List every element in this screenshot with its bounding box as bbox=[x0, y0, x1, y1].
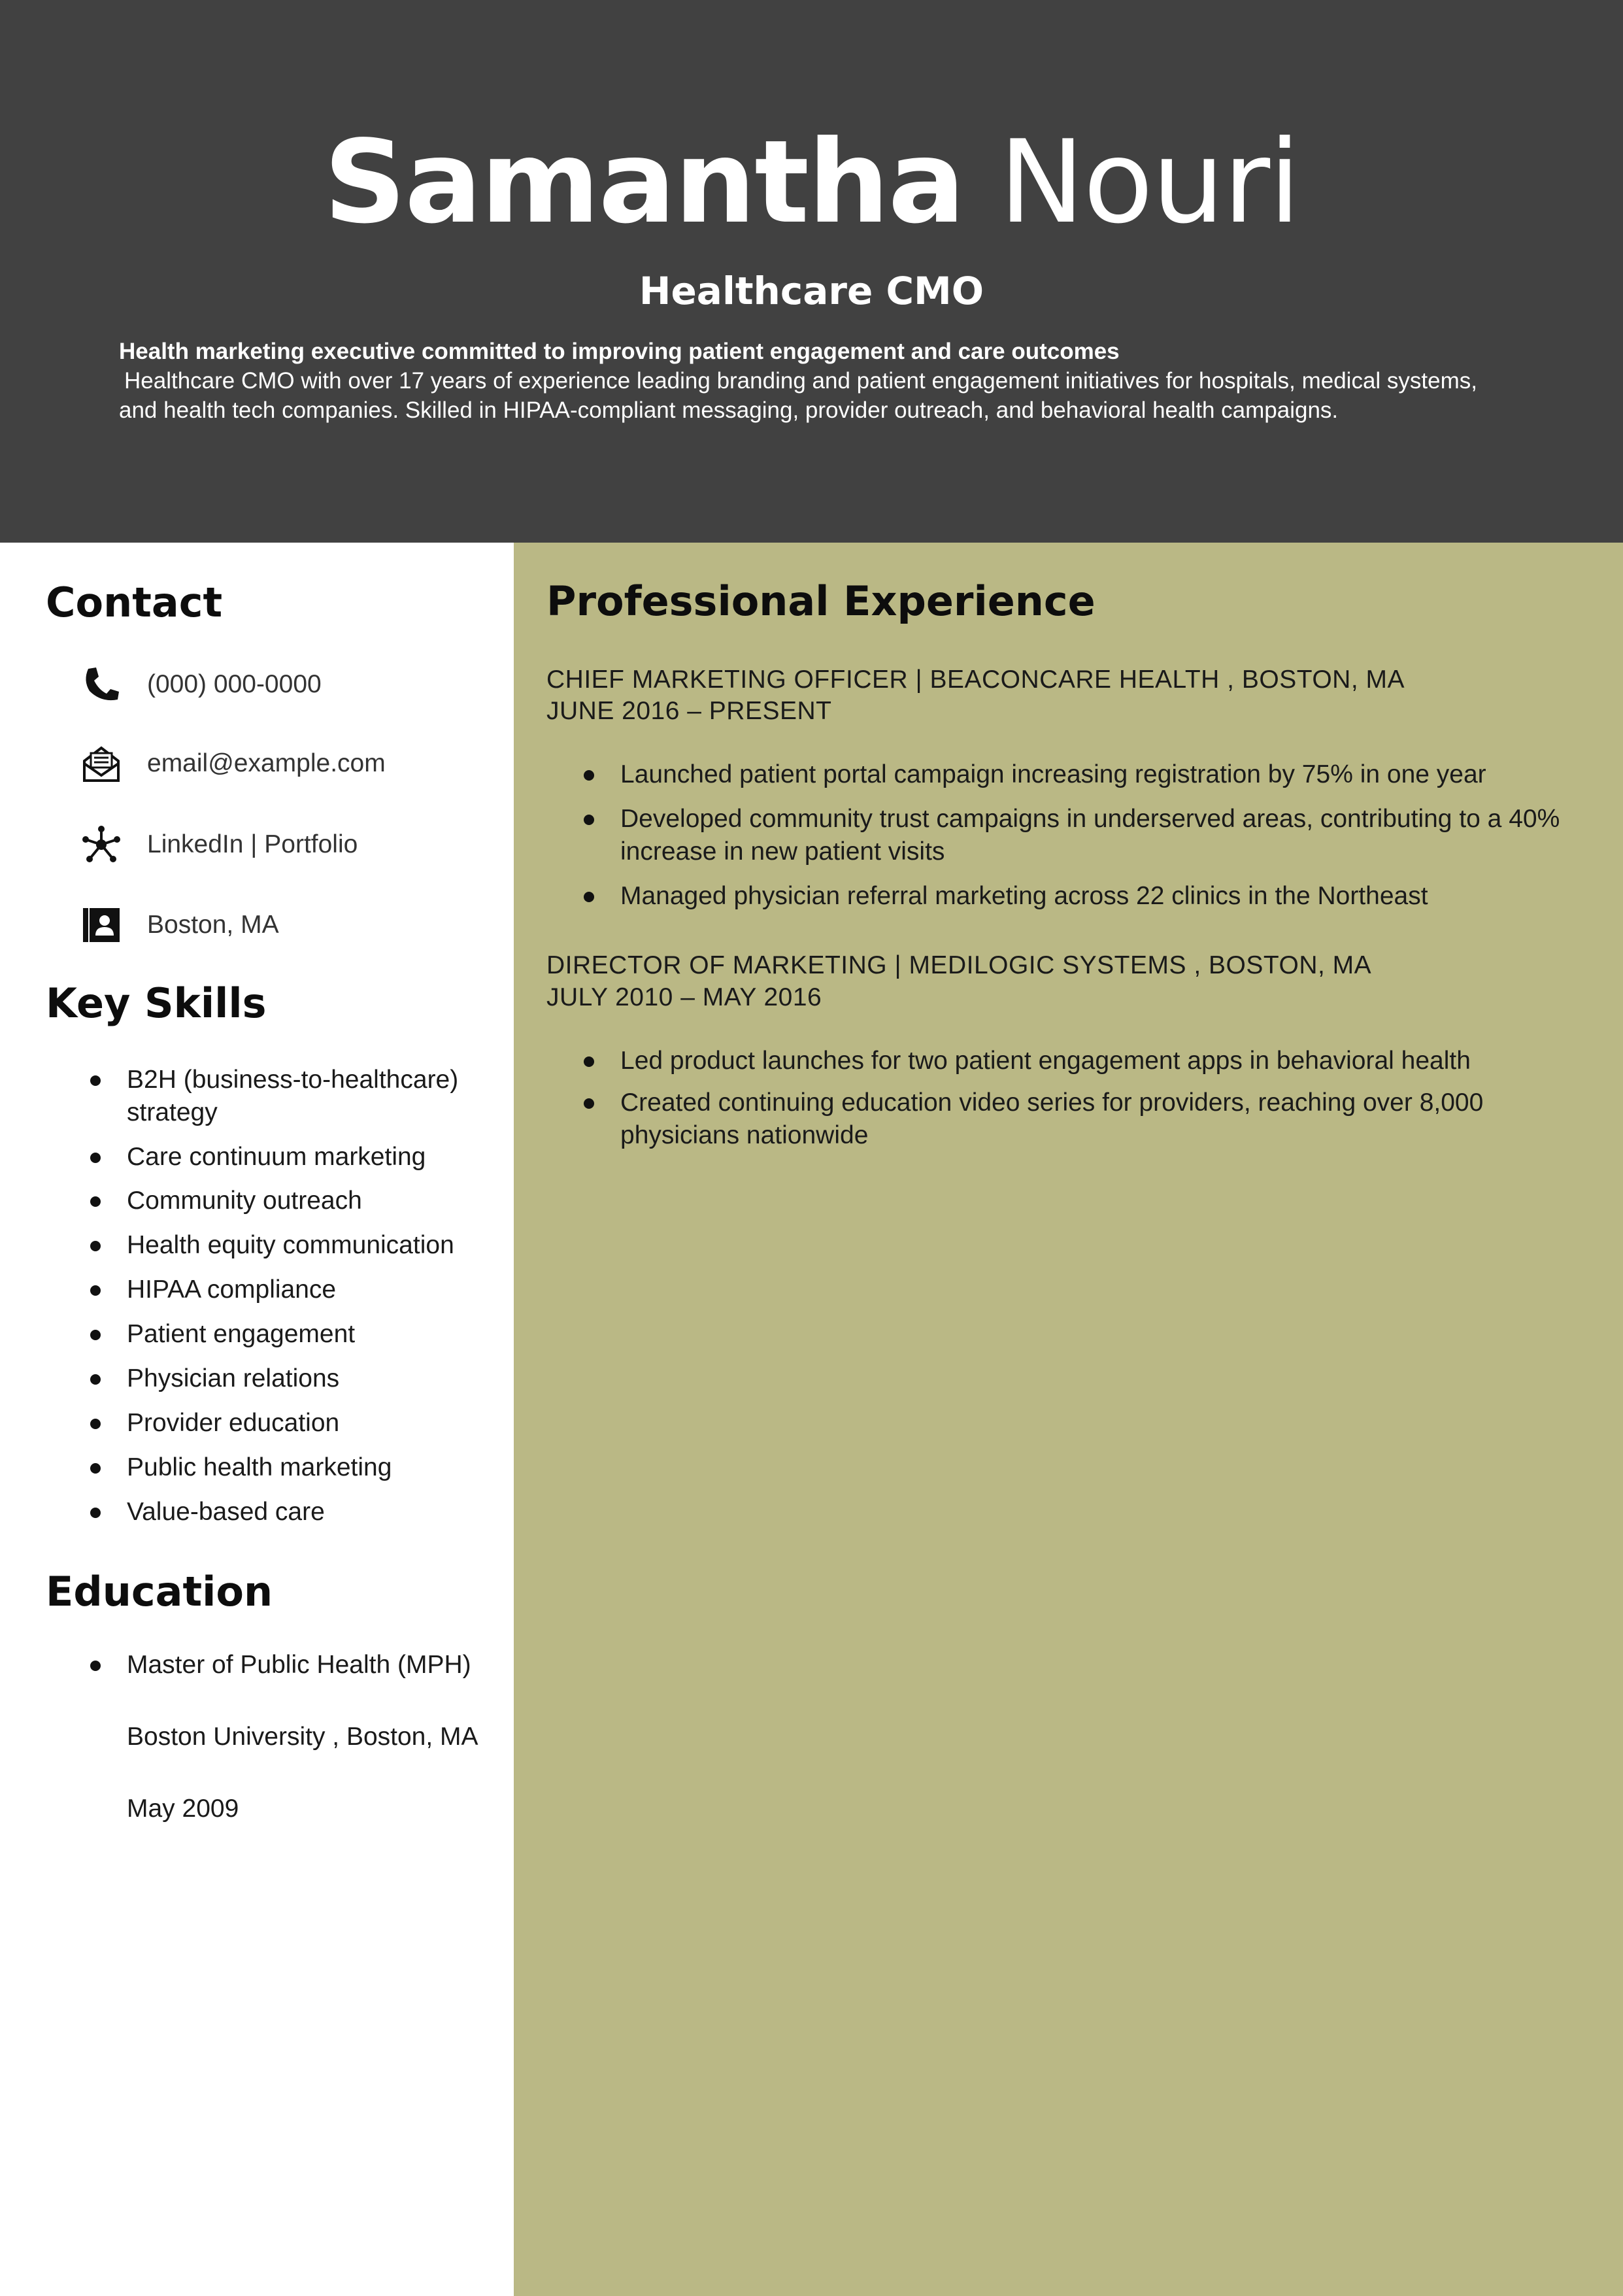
list-item: Physician relations bbox=[127, 1362, 493, 1407]
contact-phone bbox=[82, 662, 500, 707]
summary-body: Healthcare CMO with over 17 years of experience leading branding and patient engagement initiatives for hospitals, medical systems, and health tech companies. Skilled in HIPAA-compliant messaging, provider outreach, and behavioral health campaigns. bbox=[119, 368, 1477, 423]
list-item: B2H (business-to-healthcare) strategy bbox=[127, 1064, 493, 1141]
list-item: Created continuing education video series for providers, reaching over 8,000 physicians nationwide bbox=[620, 1087, 1601, 1152]
contact-location-text: Boston, MA bbox=[147, 911, 279, 939]
list-item: Provider education bbox=[127, 1407, 493, 1451]
contact-location bbox=[82, 902, 500, 948]
list-item: Community outreach bbox=[127, 1185, 493, 1229]
summary-headline: Health marketing executive committed to improving patient engagement and care outcomes bbox=[119, 339, 1120, 364]
list-item: Patient engagement bbox=[127, 1318, 493, 1362]
contact-heading: Contact bbox=[46, 579, 223, 626]
first-name: Samantha bbox=[324, 116, 964, 249]
list-item: Led product launches for two patient engagement apps in behavioral health bbox=[620, 1045, 1601, 1087]
education-heading: Education bbox=[46, 1568, 273, 1615]
list-item: Care continuum marketing bbox=[127, 1141, 493, 1185]
list-item: Public health marketing bbox=[127, 1451, 493, 1496]
job-1-title: CHIEF MARKETING OFFICER | BEACONCARE HEALTH , BOSTON, MA bbox=[546, 666, 1405, 694]
contact-email bbox=[82, 741, 500, 786]
list-item: Value-based care bbox=[127, 1496, 493, 1540]
list-item: Health equity communication bbox=[127, 1229, 493, 1274]
list-item: Managed physician referral marketing across 22 clinics in the Northeast bbox=[620, 880, 1601, 919]
contact-email-text[interactable]: email@example.com bbox=[147, 749, 386, 777]
job-1-bullets bbox=[620, 758, 1601, 919]
education-school: Boston University , Boston, MA bbox=[127, 1723, 478, 1751]
candidate-name bbox=[0, 118, 1623, 248]
education-entry bbox=[127, 1649, 499, 1825]
contact-links-text[interactable]: LinkedIn | Portfolio bbox=[147, 830, 358, 858]
job-2-dates: JULY 2010 – MAY 2016 bbox=[546, 983, 822, 1011]
address-book-icon bbox=[82, 905, 121, 945]
skills-heading: Key Skills bbox=[46, 979, 267, 1027]
summary bbox=[119, 337, 1505, 425]
education-date: May 2009 bbox=[127, 1795, 239, 1823]
job-2-title: DIRECTOR OF MARKETING | MEDILOGIC SYSTEMS , BOSTON, MA bbox=[546, 951, 1372, 979]
contact-links bbox=[82, 822, 500, 868]
list-item: Developed community trust campaigns in underserved areas, contributing to a 40% increase in new patient visits bbox=[620, 803, 1601, 880]
contact-phone-text: (000) 000-0000 bbox=[147, 670, 322, 698]
list-item: HIPAA compliance bbox=[127, 1274, 493, 1318]
experience-heading: Professional Experience bbox=[546, 577, 1096, 625]
job-1-dates: JUNE 2016 – PRESENT bbox=[546, 697, 832, 725]
list-item: Launched patient portal campaign increasing registration by 75% in one year bbox=[620, 758, 1601, 803]
left-column bbox=[0, 543, 514, 2296]
right-column bbox=[514, 543, 1623, 2296]
job-title: Healthcare CMO bbox=[639, 269, 984, 313]
skills-list bbox=[0, 1064, 493, 1540]
last-name: Nouri bbox=[999, 116, 1299, 249]
envelope-icon bbox=[82, 744, 121, 783]
education-degree: Master of Public Health (MPH) bbox=[127, 1651, 471, 1679]
phone-icon bbox=[82, 665, 121, 704]
job-2-bullets bbox=[620, 1045, 1601, 1152]
resume-header bbox=[0, 0, 1623, 543]
network-icon bbox=[82, 825, 121, 864]
